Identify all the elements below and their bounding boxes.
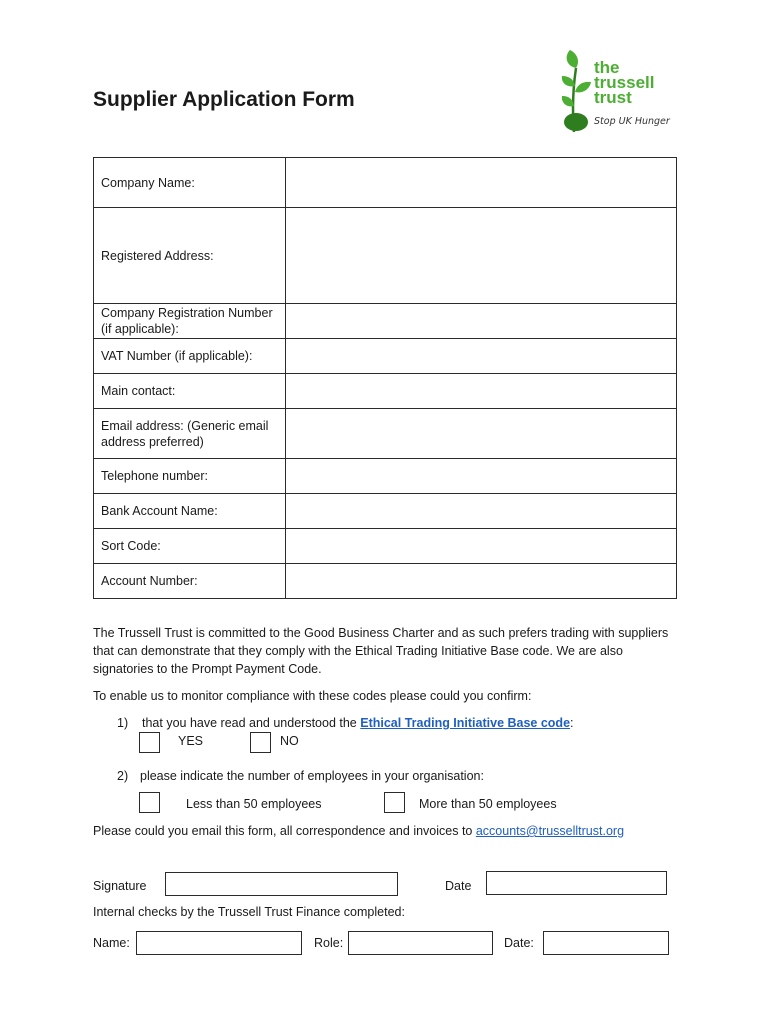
q1-suffix: :: [570, 716, 574, 730]
table-row: [94, 459, 677, 494]
name-field[interactable]: [136, 931, 302, 955]
vat-number-label: VAT Number (if applicable):: [94, 339, 286, 374]
logo-line-1: the: [594, 58, 620, 77]
signature-label: Signature: [93, 879, 147, 893]
table-row: [94, 208, 677, 304]
q1-text: that you have read and understood the: [142, 716, 357, 730]
main-contact-label: Main contact:: [94, 374, 286, 409]
table-row: [94, 304, 677, 339]
table-row: [94, 409, 677, 459]
table-row: [94, 494, 677, 529]
table-row: [94, 374, 677, 409]
email-instructions: [93, 822, 624, 840]
company-registration-field[interactable]: [286, 304, 677, 339]
yes-label: YES: [178, 734, 204, 748]
table-row: [94, 529, 677, 564]
q1-text-line: [142, 714, 574, 732]
date-label: Date: [445, 879, 472, 893]
signature-field[interactable]: [165, 872, 398, 896]
accounts-email-link[interactable]: accounts@trusselltrust.org: [475, 824, 625, 838]
no-checkbox[interactable]: [250, 732, 271, 753]
company-name-label: Company Name:: [94, 158, 286, 208]
sort-code-field[interactable]: [286, 529, 677, 564]
more-than-50-checkbox[interactable]: [384, 792, 405, 813]
date2-label: Date:: [504, 936, 534, 950]
name-label: Name:: [93, 936, 130, 950]
q1-number: 1): [117, 716, 129, 730]
registered-address-field[interactable]: [286, 208, 677, 304]
role-field[interactable]: [348, 931, 493, 955]
table-row: [94, 564, 677, 599]
ethical-trading-link[interactable]: Ethical Trading Initiative Base code: [360, 716, 571, 730]
telephone-label: Telephone number:: [94, 459, 286, 494]
registered-address-label: Registered Address:: [94, 208, 286, 304]
table-row: [94, 339, 677, 374]
role-label: Role:: [314, 936, 344, 950]
logo-line-3: trust: [594, 88, 632, 107]
company-name-field[interactable]: [286, 158, 677, 208]
less-than-50-checkbox[interactable]: [139, 792, 160, 813]
sort-code-label: Sort Code:: [94, 529, 286, 564]
account-number-field[interactable]: [286, 564, 677, 599]
email-prompt: Please could you email this form, all correspondence and invoices to: [93, 824, 473, 838]
email-address-label: Email address: (Generic email address preferred): [94, 409, 286, 459]
vat-number-field[interactable]: [286, 339, 677, 374]
yes-checkbox[interactable]: [139, 732, 160, 753]
bank-account-name-field[interactable]: [286, 494, 677, 529]
date-field[interactable]: [486, 871, 667, 895]
plant-icon: [558, 48, 598, 134]
intro-paragraph: The Trussell Trust is committed to the Good Business Charter and as such prefers trading with suppliers that can demonstrate that they comply with the Ethical Trading Initiative Base code. We are also signatories to the Prompt Payment Code.: [93, 626, 669, 676]
confirm-prompt: To enable us to monitor compliance with these codes please could you confirm:: [93, 689, 532, 703]
no-label: NO: [280, 734, 299, 748]
main-contact-field[interactable]: [286, 374, 677, 409]
company-registration-label: Company Registration Number (if applicable):: [94, 304, 286, 339]
telephone-field[interactable]: [286, 459, 677, 494]
date2-field[interactable]: [543, 931, 669, 955]
page-title: Supplier Application Form: [93, 88, 355, 111]
q2-text: please indicate the number of employees in your organisation:: [140, 769, 484, 783]
email-address-field[interactable]: [286, 409, 677, 459]
more-than-50-label: More than 50 employees: [419, 797, 557, 811]
internal-checks-heading: Internal checks by the Trussell Trust Finance completed:: [93, 905, 405, 919]
logo-wordmark: [594, 60, 654, 105]
q2-number: 2): [117, 769, 129, 783]
less-than-50-label: Less than 50 employees: [186, 797, 322, 811]
table-row: [94, 158, 677, 208]
account-number-label: Account Number:: [94, 564, 286, 599]
trussell-trust-logo: [558, 48, 668, 134]
bank-account-name-label: Bank Account Name:: [94, 494, 286, 529]
supplier-details-table: [93, 157, 677, 599]
logo-tagline: Stop UK Hunger: [594, 116, 670, 127]
logo-line-2: trussell: [594, 73, 655, 92]
